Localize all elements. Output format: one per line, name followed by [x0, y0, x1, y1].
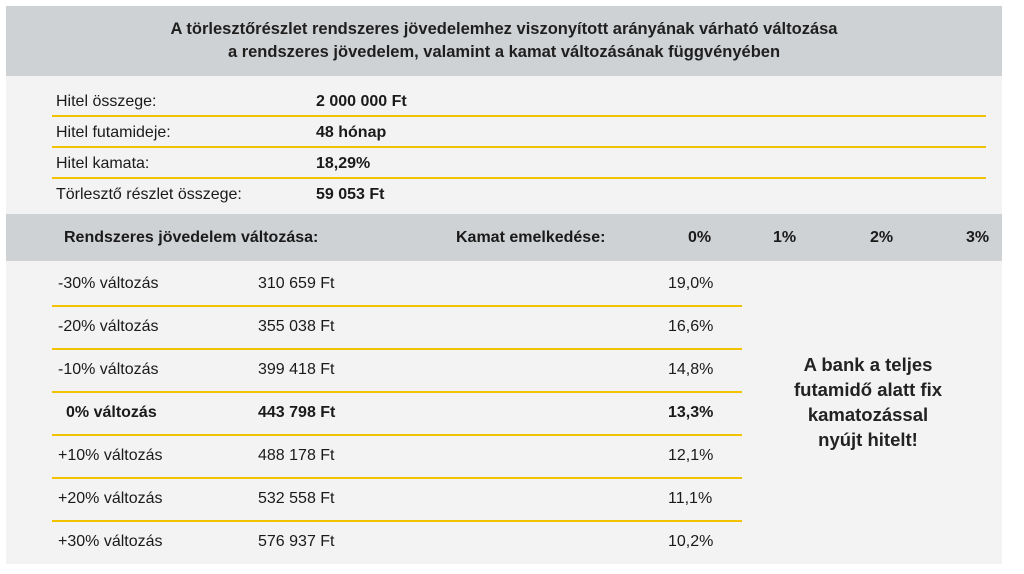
ratio-cell: 13,3%	[668, 404, 714, 421]
ratio-cell: 11,1%	[668, 490, 713, 507]
loan-term-row	[52, 117, 986, 148]
ratio-cell: 14,8%	[668, 361, 714, 378]
installment-row	[52, 179, 986, 210]
ratio-cell: 12,1%	[668, 447, 714, 464]
income-value-cell: 443 798 Ft	[258, 404, 336, 421]
table-row	[52, 264, 742, 307]
table-row	[52, 350, 742, 393]
ratio-cell: 19,0%	[668, 275, 714, 292]
note-line-2: futamidő alatt fix	[793, 379, 942, 400]
header-income-change: Rendszeres jövedelem változása:	[64, 229, 319, 246]
income-change-cell: 0% változás	[66, 404, 157, 421]
loan-term-label: Hitel futamideje:	[56, 124, 171, 141]
income-value-cell: 488 178 Ft	[258, 447, 335, 464]
loan-amount-value: 2 000 000 Ft	[316, 93, 407, 110]
loan-amount-row	[52, 86, 986, 117]
header-rate-0: 0%	[688, 229, 712, 246]
header-rate-1: 1%	[773, 229, 797, 246]
table-title	[6, 6, 1002, 76]
table-row	[52, 307, 742, 350]
income-value-cell: 310 659 Ft	[258, 275, 335, 292]
note-line-4: nyújt hitelt!	[818, 429, 918, 450]
table-row-baseline	[52, 393, 742, 436]
fixed-rate-note	[748, 352, 988, 452]
installment-value: 59 053 Ft	[316, 186, 385, 203]
note-line-3: kamatozással	[807, 404, 929, 425]
income-value-cell: 399 418 Ft	[258, 361, 335, 378]
title-line-2: a rendszeres jövedelem, valamint a kamat változásának függvényében	[227, 43, 781, 61]
loan-rate-value: 18,29%	[316, 155, 371, 172]
income-change-cell: -30% változás	[58, 275, 159, 292]
income-change-cell: +10% változás	[58, 447, 163, 464]
header-rate-3: 3%	[966, 229, 990, 246]
note-line-1: A bank a teljes	[803, 354, 933, 375]
income-value-cell: 576 937 Ft	[258, 533, 335, 550]
loan-amount-label: Hitel összege:	[56, 93, 157, 110]
income-change-cell: -10% változás	[58, 361, 159, 378]
ratio-cell: 10,2%	[668, 533, 714, 550]
table-row	[52, 479, 742, 522]
installment-label: Törlesztő részlet összege:	[56, 186, 242, 203]
loan-rate-row	[52, 148, 986, 179]
ratio-cell: 16,6%	[668, 318, 714, 335]
income-value-cell: 355 038 Ft	[258, 318, 335, 335]
income-value-cell: 532 558 Ft	[258, 490, 335, 507]
loan-rate-label: Hitel kamata:	[56, 155, 150, 172]
loan-term-value: 48 hónap	[316, 124, 387, 141]
income-change-cell: -20% változás	[58, 318, 159, 335]
header-rate-2: 2%	[870, 229, 894, 246]
income-change-cell: +30% változás	[58, 533, 163, 550]
table-row	[52, 522, 742, 565]
title-line-1: A törlesztőrészlet rendszeres jövedelemhez viszonyított arányának várható változása	[170, 20, 838, 38]
table-row	[52, 436, 742, 479]
table-card	[6, 6, 1002, 564]
income-change-cell: +20% változás	[58, 490, 163, 507]
table-header	[6, 214, 1002, 261]
header-rate-increase: Kamat emelkedése:	[456, 229, 606, 246]
